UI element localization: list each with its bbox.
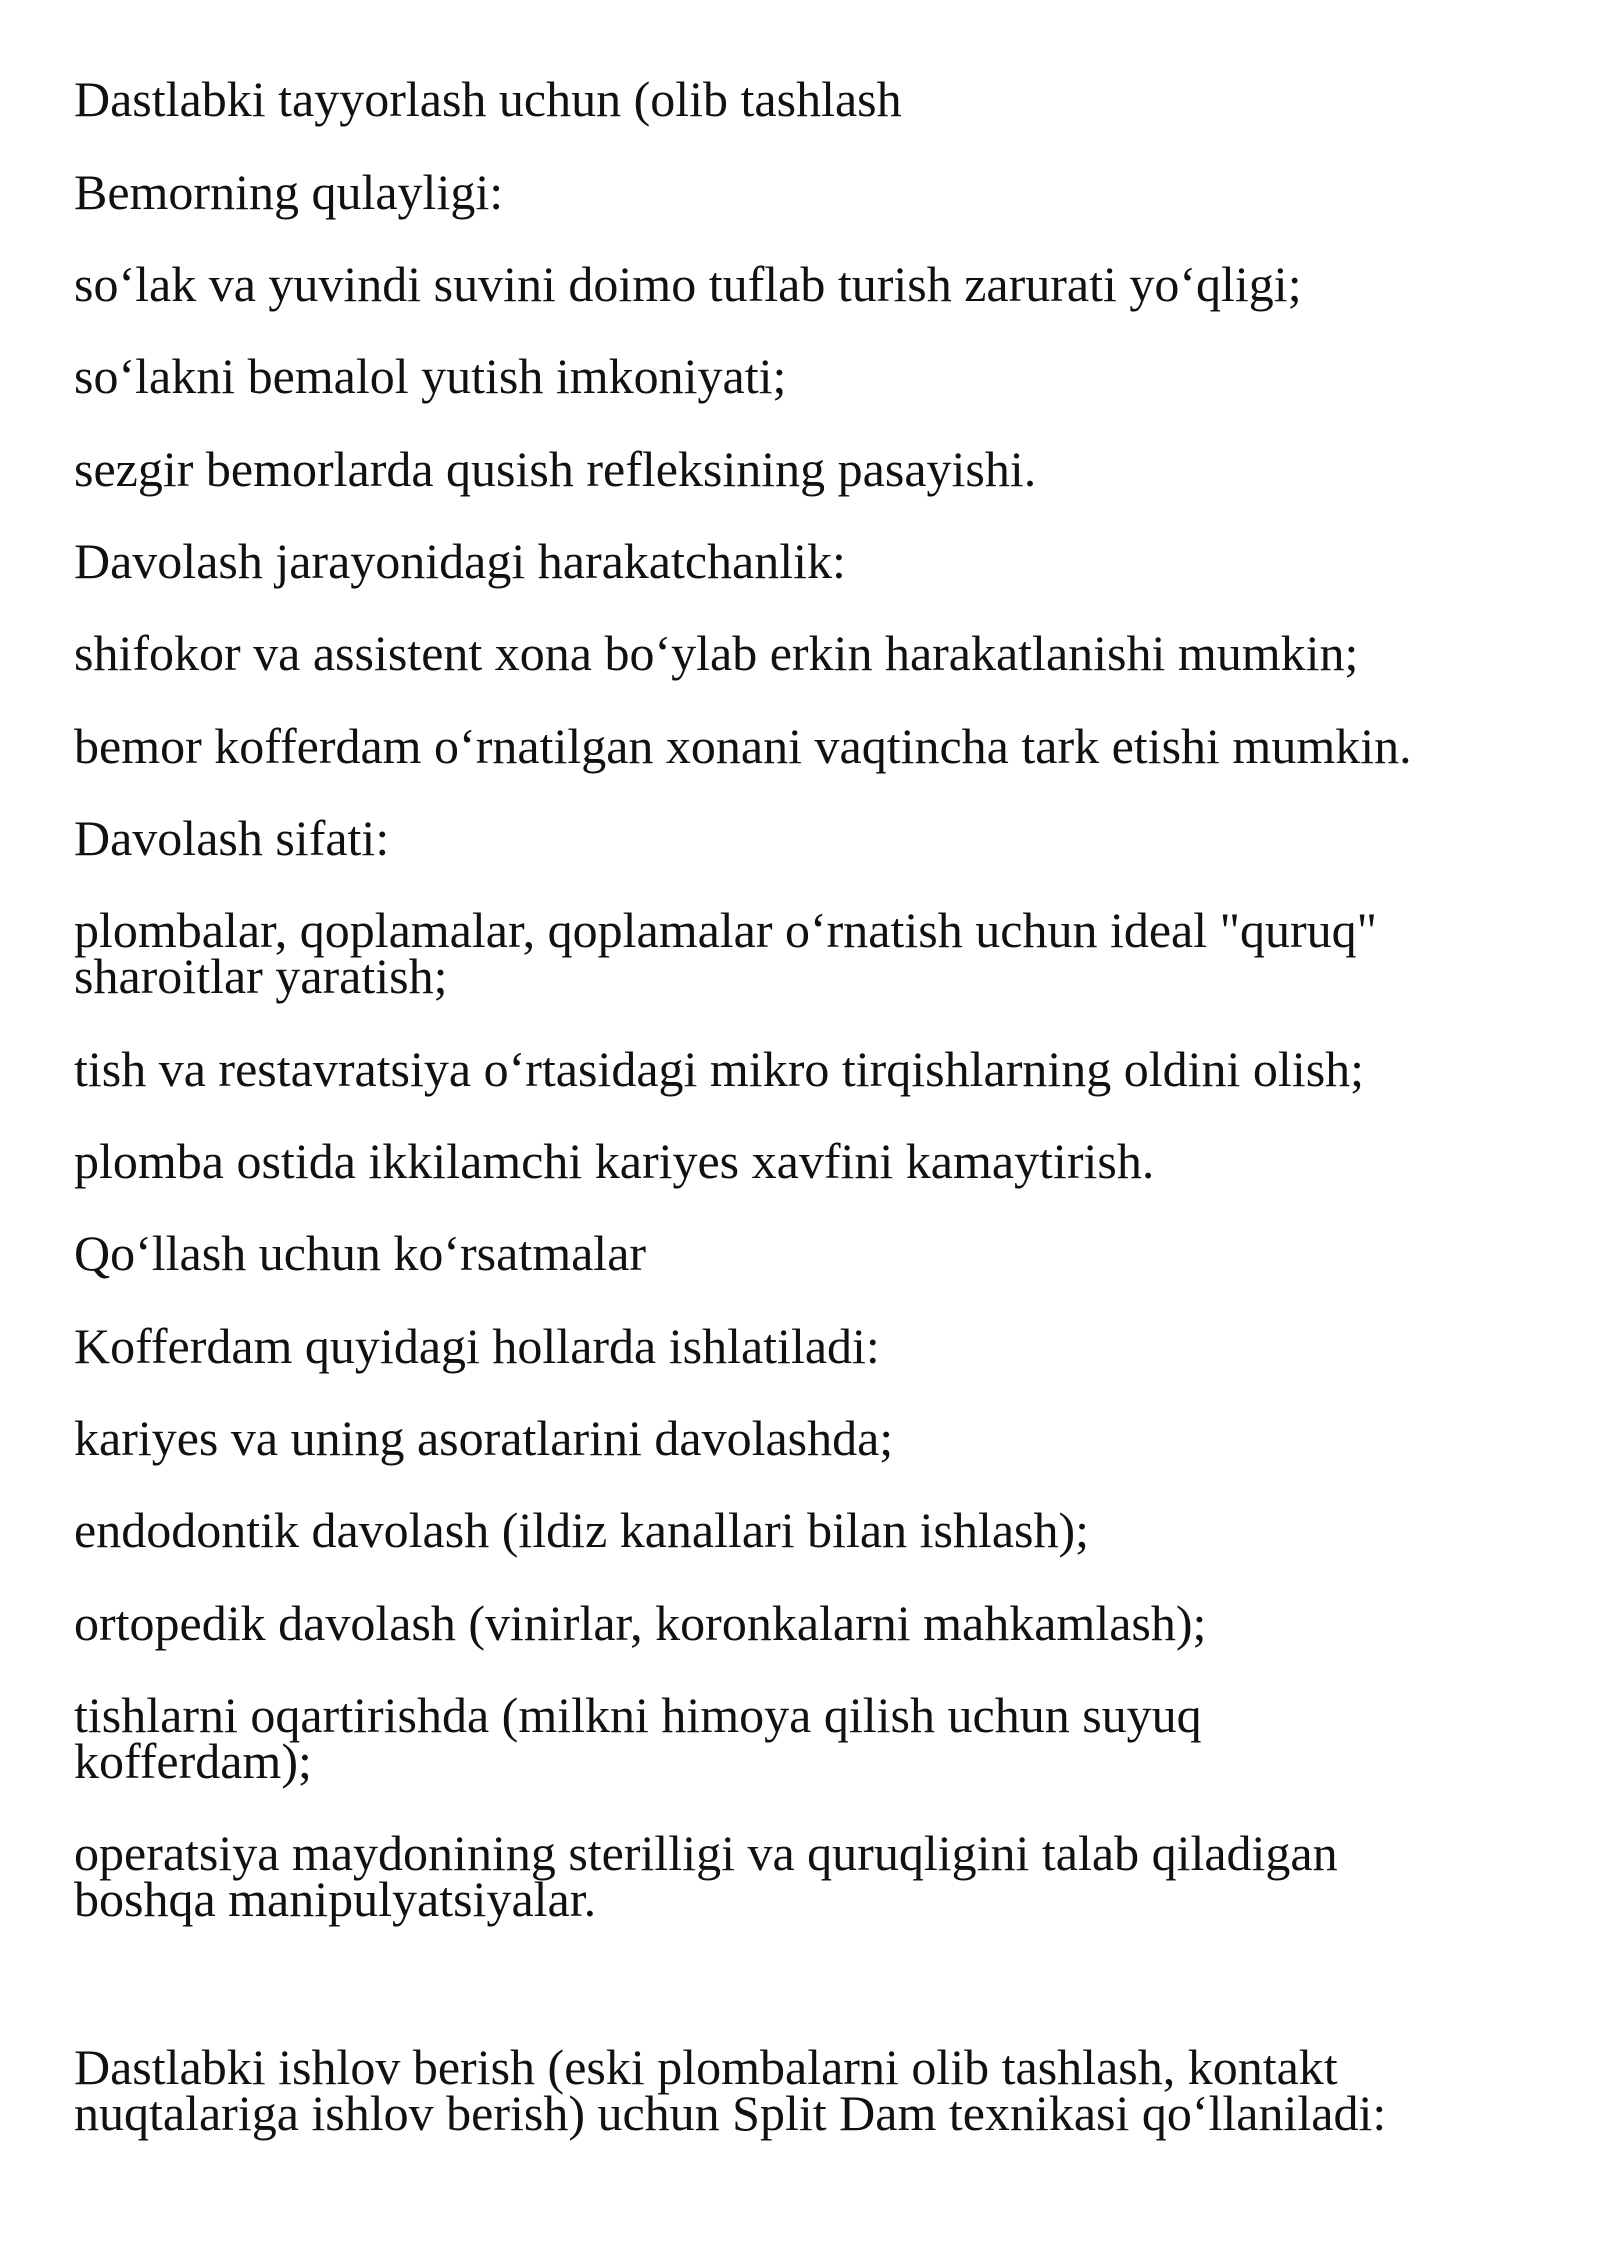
list-item bbox=[74, 625, 1554, 681]
text-line: ortopedik davolash (vinirlar, koronkalarni mahkamlash); bbox=[74, 1595, 1207, 1651]
list-item bbox=[74, 1410, 1554, 1466]
text-line: operatsiya maydonining sterilligi va quruqligini talab qiladigan bbox=[74, 1825, 1338, 1881]
list-item bbox=[74, 1502, 1554, 1558]
text-line: Bemorning qulayligi: bbox=[74, 164, 504, 220]
list-item bbox=[74, 348, 1554, 404]
text-line: endodontik davolash (ildiz kanallari bilan ishlash); bbox=[74, 1502, 1090, 1558]
section-heading bbox=[74, 164, 1554, 220]
list-item bbox=[74, 1687, 1554, 1789]
text-line: so‘lak va yuvindi suvini doimo tuflab turish zarurati yo‘qligi; bbox=[74, 256, 1302, 312]
text-line: tishlarni oqartirishda (milkni himoya qilish uchun suyuq bbox=[74, 1687, 1202, 1743]
section-heading bbox=[74, 810, 1554, 866]
text-line: Davolash jarayonidagi harakatchanlik: bbox=[74, 533, 846, 589]
text-line: Dastlabki tayyorlash uchun (olib tashlash bbox=[74, 71, 902, 127]
text-line: plomba ostida ikkilamchi kariyes xavfini kamaytirish. bbox=[74, 1133, 1155, 1189]
list-item bbox=[74, 1133, 1554, 1189]
text-line: so‘lakni bemalol yutish imkoniyati; bbox=[74, 348, 787, 404]
paragraph bbox=[74, 71, 1554, 127]
section-heading bbox=[74, 533, 1554, 589]
text-line: bemor kofferdam o‘rnatilgan xonani vaqtincha tark etishi mumkin. bbox=[74, 718, 1412, 774]
section-heading bbox=[74, 1318, 1554, 1374]
text-line: Dastlabki ishlov berish (eski plombalarni olib tashlash, kontakt bbox=[74, 2039, 1338, 2095]
text-line: nuqtalariga ishlov berish) uchun Split Dam texnikasi qo‘llaniladi: bbox=[74, 2085, 1387, 2141]
text-line: sezgir bemorlarda qusish refleksining pasayishi. bbox=[74, 441, 1037, 497]
text-line: kofferdam); bbox=[74, 1733, 312, 1789]
list-item bbox=[74, 1825, 1554, 1927]
text-line: boshqa manipulyatsiyalar. bbox=[74, 1871, 597, 1927]
text-line: tish va restavratsiya o‘rtasidagi mikro tirqishlarning oldini olish; bbox=[74, 1041, 1365, 1097]
text-line: shifokor va assistent xona bo‘ylab erkin harakatlanishi mumkin; bbox=[74, 625, 1359, 681]
text-line: plombalar, qoplamalar, qoplamalar o‘rnatish uchun ideal "quruq" bbox=[74, 902, 1378, 958]
text-line: kariyes va uning asoratlarini davolashda; bbox=[74, 1410, 894, 1466]
text-line: Qo‘llash uchun ko‘rsatmalar bbox=[74, 1225, 647, 1281]
paragraph bbox=[74, 2039, 1554, 2141]
list-item bbox=[74, 718, 1554, 774]
list-item bbox=[74, 902, 1554, 1004]
list-item bbox=[74, 1041, 1554, 1097]
text-line: Kofferdam quyidagi hollarda ishlatiladi: bbox=[74, 1318, 880, 1374]
list-item bbox=[74, 1595, 1554, 1651]
text-line: Davolash sifati: bbox=[74, 810, 390, 866]
list-item bbox=[74, 441, 1554, 497]
list-item bbox=[74, 256, 1554, 312]
section-heading bbox=[74, 1225, 1554, 1281]
text-line: sharoitlar yaratish; bbox=[74, 948, 448, 1004]
